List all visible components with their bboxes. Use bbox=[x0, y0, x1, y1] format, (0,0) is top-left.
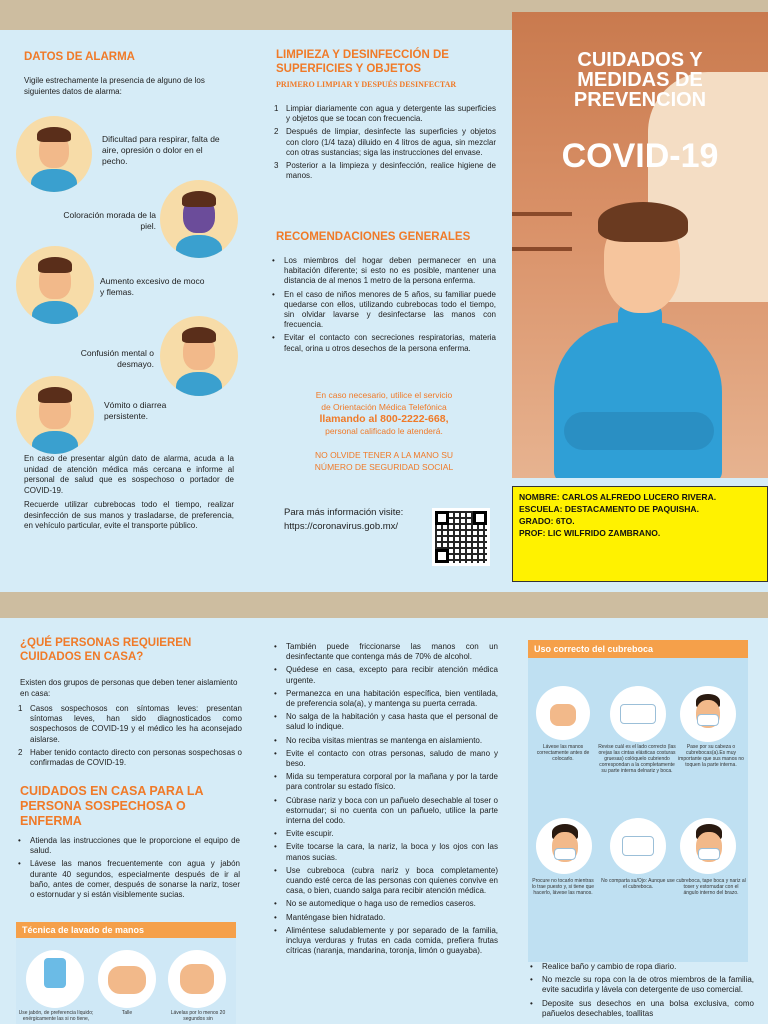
student-info-box bbox=[512, 486, 768, 582]
info-link[interactable]: https://coronavirus.gob.mx/ bbox=[284, 521, 399, 532]
more-care-column bbox=[256, 618, 512, 1024]
care-item: • Manténgase bien hidratado. bbox=[274, 912, 386, 922]
mask-step-2-image bbox=[610, 686, 666, 742]
mask-caption-5: No comparta su/Ojo: Aunque use el cubreboca. bbox=[601, 878, 675, 890]
general-list bbox=[270, 256, 496, 357]
home-care-title-2: CUIDADOS EN CASA PARA LA PERSONA SOSPECHOSA O ENFERMA bbox=[20, 784, 204, 828]
mask-step-6-image bbox=[680, 818, 736, 874]
alarm-reminder: Recuerde utilizar cubrebocas todo el tiempo, realizar desinfección de sus manos y trasladarse, de preferencia, en vehículo particular, evite el transporte público. bbox=[24, 500, 234, 530]
more-care-list bbox=[272, 642, 498, 959]
mask-card bbox=[528, 640, 748, 962]
group-item: 2 Haber tenido contacto directo con personas sospechosas o confirmadas de COVID-19. bbox=[18, 747, 242, 768]
home-care-list bbox=[16, 836, 240, 903]
symptom-breathing: Dificultad para respirar, falta de aire, opresión o dolor en el pecho. bbox=[102, 134, 220, 166]
care-item: • No se automedique o haga uso de remedios caseros. bbox=[274, 899, 476, 909]
care-item: • Evite escupir. bbox=[274, 829, 334, 839]
care-item: • No reciba visitas mientras se mantenga en aislamiento. bbox=[274, 735, 483, 745]
mask-caption-6: cubreboca, tape boca y nariz al toser y estornudar con el ángulo interno del brazo. bbox=[676, 878, 746, 896]
nss-reminder: NO OLVIDE TENER A LA MANO SU NÚMERO DE SEGURIDAD SOCIAL bbox=[314, 450, 454, 472]
cleaning-step: 2 Después de limpiar, desinfecte las superficies y objetos con cloro (1/4 taza) diluido en 4 litros de agua, sin mezclar con otras sustancias; siga las instrucciones del envase. bbox=[274, 127, 496, 157]
mask-title: Uso correcto del cubreboca bbox=[528, 640, 748, 658]
student-teacher: PROF: LIC WILFRIDO ZAMBRANO. bbox=[519, 528, 661, 538]
care-item: • Evite tocarse la cara, la nariz, la boca y los ojos con las manos sucias. bbox=[274, 842, 498, 862]
cleaning-steps bbox=[272, 104, 496, 184]
general-item: • Los miembros del hogar deben permanecer en una habitación diferente; si esto no es posible, mantener una distancia de al menos 1 metro de la persona enferma. bbox=[272, 256, 496, 286]
symptom-image-confusion bbox=[160, 316, 238, 396]
care-item: • Deposite sus desechos en una bolsa exclusiva, como pañuelos desechables, toallitas bbox=[530, 998, 754, 1018]
cleaning-column bbox=[256, 30, 512, 592]
student-name: NOMBRE: CARLOS ALFREDO LUCERO RIVERA. bbox=[519, 492, 717, 502]
more-info: Para más información visite: https://coronavirus.gob.mx/ bbox=[284, 507, 404, 532]
care-item: • Quédese en casa, excepto para recibir atención médica urgente. bbox=[274, 665, 498, 685]
symptom-image-purple-skin bbox=[160, 180, 238, 258]
general-item: • Evitar el contacto con secreciones respiratorias, materia fecal, orina u otros desechos de la persona enferma. bbox=[272, 333, 496, 353]
symptom-mucus: Aumento excesivo de moco y flemas. bbox=[100, 276, 205, 297]
symptom-purple-skin: Coloración morada de la piel. bbox=[63, 210, 156, 231]
symptom-image-breathing bbox=[16, 116, 92, 192]
handwash-caption-1: Use jabón, de preferencia líquido; enérgicamente las si no tiene, bbox=[18, 1010, 94, 1022]
symptom-image-mucus bbox=[16, 246, 94, 324]
home-care-column bbox=[0, 618, 256, 1024]
mask-caption-1: Lávese las manos correctamente antes de colocarlo. bbox=[536, 744, 590, 762]
general-title: RECOMENDACIONES GENERALES bbox=[276, 231, 471, 243]
handwash-step-2-image bbox=[98, 950, 156, 1008]
mask-step-3-image bbox=[680, 686, 736, 742]
phone-service: En caso necesario, utilice el servicio de Orientación Médica Telefónica llamando al 800-2222-668, personal calificado le atenderá. bbox=[315, 390, 453, 436]
handwash-title: Técnica de lavado de manos bbox=[16, 922, 236, 938]
mask-column bbox=[512, 618, 768, 1024]
handwash-card bbox=[16, 922, 236, 1024]
mask-caption-2: Revise cuál es el lado correcto (las orejas las cintas elásticas costuras gruesas) colóquelo cubriendo correspondan a la completamente su parte interna delnariz y boca. bbox=[598, 744, 676, 774]
care-item: • Permanezca en una habitación específica, bien ventilada, de preferencia sola(a), y mantenga su puerta cerrada. bbox=[274, 688, 498, 709]
alarm-intro: Vigile estrechamente la presencia de alguno de los siguientes datos de alarma: bbox=[24, 76, 205, 96]
symptom-vomit: Vómito o diarrea persistente. bbox=[104, 400, 167, 421]
care-item: • Aliméntese saludablemente y por separado de la familia, incluya verduras y frutas en cada comida, prefiera frutas cítricas (naranja, mandarina, toronja, limón o guayaba). bbox=[274, 925, 498, 956]
general-item: • En el caso de niños menores de 5 años, su familiar puede quedarse con ellos, utilizando cubrebocas todo el tiempo, sin olvidar lavarse y desinfectarse las manos con frecuencia. bbox=[272, 289, 496, 330]
cleaning-step: 1 Limpiar diariamente con agua y detergente las superficies y objetos que se tocan con frecuencia. bbox=[274, 104, 496, 124]
handwash-caption-3: Lávelas por lo menos 20 segundos sin bbox=[170, 1010, 226, 1022]
group-item: 1 Casos sospechosos con síntomas leves: presentan síntomas leves, han sido diagnosticados como sospechosos de COVID-19 y el médico les ha aconsejado aislarse. bbox=[18, 704, 242, 744]
mask-step-5-image bbox=[610, 818, 666, 874]
care-item: • Mida su temperatura corporal por la mañana y por la tarde para controlar su estado físico. bbox=[274, 772, 498, 792]
symptom-image-vomit bbox=[16, 376, 94, 454]
cleaning-title: LIMPIEZA Y DESINFECCIÓN DE SUPERFICIES Y OBJETOS bbox=[276, 49, 449, 75]
handwash-step-1-image bbox=[26, 950, 84, 1008]
cover-panel bbox=[512, 12, 768, 478]
cover-covid: COVID-19 bbox=[561, 137, 719, 175]
cover-title: CUIDADOS Y MEDIDAS DE PREVENCION bbox=[573, 49, 707, 111]
brochure-inside bbox=[0, 618, 768, 1024]
student-school: ESCUELA: DESTACAMENTO DE PAQUISHA. bbox=[519, 504, 699, 514]
home-care-title: ¿QUÉ PERSONAS REQUIEREN CUIDADOS EN CASA? bbox=[20, 637, 192, 663]
care-item: • Lávese las manos frecuentemente con agua y jabón durante 40 segundos, especialmente después de ir al baño, antes de comer, después de sonarse la nariz, toser o estornudar y si están visiblemente sucias. bbox=[18, 859, 240, 900]
home-care-groups bbox=[16, 704, 242, 771]
alarm-advice: En caso de presentar algún dato de alarma, acuda a la unidad de atención médica más cercana e informe al personal de salud que es sospechoso o portador de COVID-19. bbox=[24, 454, 234, 495]
mask-step-4-image bbox=[536, 818, 592, 874]
mask-step-1-image bbox=[536, 686, 590, 740]
mask-extra-list bbox=[528, 962, 754, 1022]
handwash-caption-2: Talle bbox=[121, 1010, 133, 1016]
qr-code bbox=[432, 508, 490, 566]
care-item: • Evite el contacto con otras personas, saludo de mano y beso. bbox=[274, 748, 498, 769]
symptom-confusion: Confusión mental o desmayo. bbox=[80, 348, 154, 369]
student-grade: GRADO: 6TO. bbox=[519, 516, 575, 526]
man-illustration bbox=[554, 322, 722, 478]
alarm-column bbox=[0, 30, 256, 592]
care-item: • Atienda las instrucciones que le proporcione el equipo de salud. bbox=[18, 836, 240, 856]
cleaning-step: 3 Posterior a la limpieza y desinfección, realice higiene de manos. bbox=[274, 161, 496, 181]
care-item: • Realice baño y cambio de ropa diario. bbox=[530, 962, 677, 971]
care-item: • No salga de la habitación y casa hasta que el personal de salud lo indique. bbox=[274, 712, 498, 732]
care-item: • Cúbrase nariz y boca con un pañuelo desechable al toser o estornudar; si no cuenta con un pañuelo, utilice la parte interna del codo. bbox=[274, 795, 498, 826]
cleaning-subtitle: PRIMERO LIMPIAR Y DESPUÉS DESINFECTAR bbox=[276, 80, 457, 89]
care-item: • Use cubreboca (cubra nariz y boca completamente) cuando esté cerca de las personas con quienes convive en casa, o bien, cuando salga para recibir atención médica. bbox=[274, 865, 498, 896]
handwash-step-3-image bbox=[168, 950, 226, 1008]
care-item: • También puede friccionarse las manos con un desinfectante que contenga más de 70% de alcohol. bbox=[274, 642, 498, 662]
alarm-title: DATOS DE ALARMA bbox=[24, 51, 135, 63]
care-item: • No mezcle su ropa con la de otros miembros de la familia, evite sacudirla y lávela con detergente de uso comercial. bbox=[530, 975, 754, 995]
mask-caption-3: Pase por su cabeza o cubrebocas(a).Es muy importante que sus manos no toquen la parte interna. bbox=[678, 744, 744, 768]
home-care-intro: Existen dos grupos de personas que deben tener aislamiento en casa: bbox=[20, 678, 238, 698]
mask-caption-4: Procure no tocarlo mientras lo trae puesto y, si tiene que hacerlo, lávese las manos. bbox=[531, 878, 595, 896]
